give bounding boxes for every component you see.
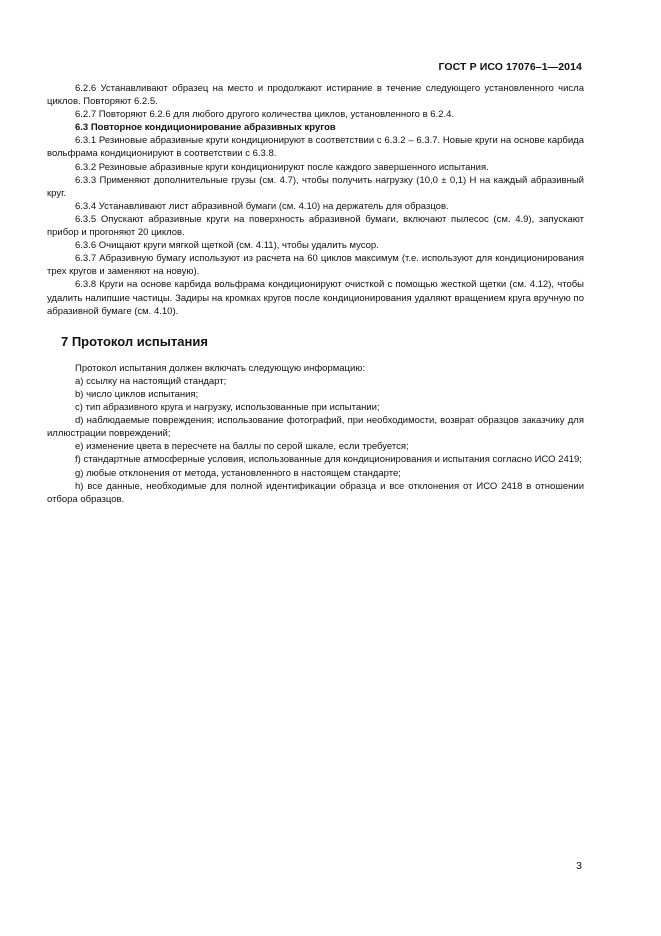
- paragraph-6-2-7: 6.2.7 Повторяют 6.2.6 для любого другого количества циклов, установленного в 6.2.4.: [75, 109, 455, 121]
- list-item: g) любые отклонения от метода, установленного в настоящем стандарте;: [75, 467, 401, 479]
- paragraph-6-3-8: 6.3.8 Круги на основе карбида вольфрама кондиционируют очисткой с помощью жесткой щетки (см. 4.12), чтобы удалить налипшие частицы. Задиры на кромках кругов после кондиционирования удаляют вращением круга вручную по абразивной бумаге (см. 4.10).: [47, 279, 584, 317]
- section-heading-7: 7 Протокол испытания: [61, 333, 208, 349]
- list-item: b) число циклов испытания;: [75, 388, 199, 400]
- list-item: e) изменение цвета в пересчете на баллы по серой шкале, если требуется;: [75, 441, 409, 453]
- paragraph-6-3-3: 6.3.3 Применяют дополнительные грузы (см. 4.7), чтобы получить нагрузку (10,0 ± 0,1) Н на каждый абразивный круг.: [47, 174, 584, 199]
- section-7-intro: Протокол испытания должен включать следующую информацию:: [75, 362, 366, 374]
- list-item: h) все данные, необходимые для полной идентификации образца и все отклонения от ИСО 2418 в отношении отбора образцов.: [47, 480, 584, 505]
- paragraph-6-3-6: 6.3.6 Очищают круги мягкой щеткой (см. 4.11), чтобы удалить мусор.: [75, 240, 379, 252]
- document-header: ГОСТ Р ИСО 17076–1—2014: [438, 61, 582, 73]
- list-item: d) наблюдаемые повреждения; использование фотографий, при необходимости, возврат образцов заказчику для иллюстрации повреждений;: [47, 415, 584, 440]
- list-item: a) ссылку на настоящий стандарт;: [75, 375, 227, 387]
- paragraph-6-3-4: 6.3.4 Устанавливают лист абразивной бумаги (см. 4.10) на держатель для образцов.: [75, 200, 449, 212]
- paragraph-6-3-5: 6.3.5 Опускают абразивные круги на поверхность абразивной бумаги, включают пылесос (см. 4.9), запускают прибор и прогоняют 20 циклов.: [47, 213, 584, 239]
- paragraph-6-3-2: 6.3.2 Резиновые абразивные круги кондиционируют после каждого завершенного испытания.: [75, 161, 489, 173]
- list-item: f) стандартные атмосферные условия, использованные для кондиционирования и испытания согласно ИСО 2419;: [75, 454, 582, 466]
- page-number: 3: [576, 860, 582, 872]
- paragraph-6-3-7: 6.3.7 Абразивную бумагу используют из расчета на 60 циклов максимум (т.е. используют для кондиционирования трех кругов и заменяют на новую).: [47, 253, 584, 278]
- list-item: c) тип абразивного круга и нагрузку, использованные при испытании;: [75, 402, 380, 414]
- paragraph-6-3-1: 6.3.1 Резиновые абразивные круги кондиционируют в соответствии с 6.3.2 – 6.3.7. Новые круги на основе карбида вольфрама кондиционируют в соответствии с 6.3.8.: [47, 135, 584, 160]
- document-body: [47, 82, 584, 506]
- section-heading-6-3: 6.3 Повторное кондиционирование абразивных кругов: [75, 122, 336, 134]
- report-items-list: [47, 375, 584, 506]
- paragraph-6-2-6: 6.2.6 Устанавливают образец на место и продолжают истирание в течение следующего установленного числа циклов. Повторяют 6.2.5.: [47, 83, 584, 108]
